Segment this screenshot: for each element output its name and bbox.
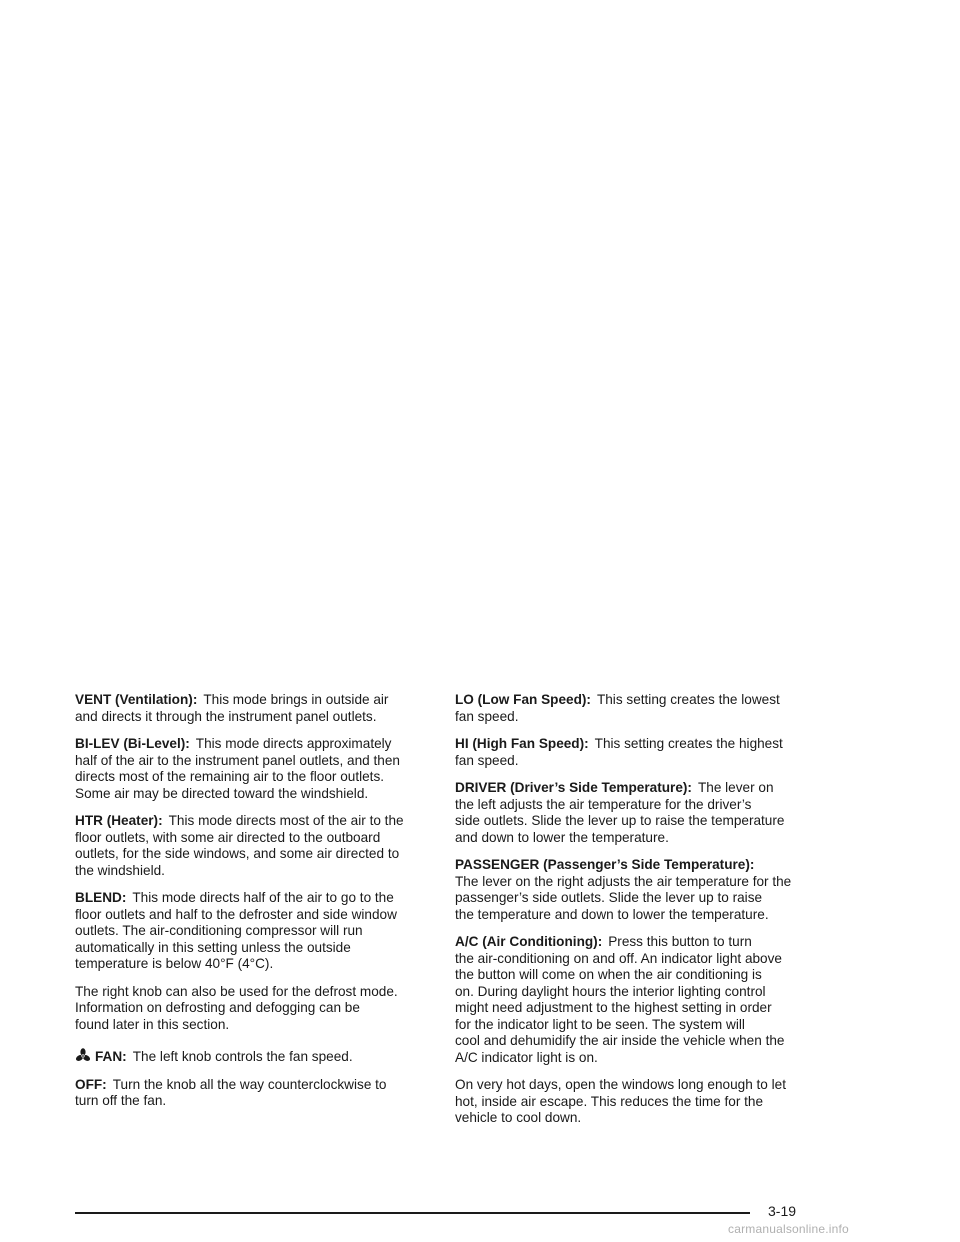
term-label: PASSENGER (Passenger’s Side Temperature): — [455, 857, 755, 872]
paragraph-text: Press this button to turn the air-conditioning on and off. An indicator light above the button will come on when the air conditioning is on. During daylight hours the interior lighting control might need adjustment to the highest setting in order for the indicator light to be seen. The system will cool and dehumidify the air inside the vehicle when the A/C indicator light is on. — [455, 934, 785, 1065]
paragraph-text: The lever on the right adjusts the air temperature for the passenger’s side outlets. Slide the lever up to raise the temperature and down to lower the temperature. — [455, 873, 792, 922]
paragraph-text: This mode brings in outside air and directs it through the instrument panel outlets. — [75, 692, 389, 724]
paragraph-defrost-note — [75, 984, 435, 1034]
paragraph-text: The left knob controls the fan speed. — [132, 1049, 353, 1064]
paragraph-hi — [455, 736, 815, 769]
footer-rule — [75, 1212, 750, 1214]
term-label: BLEND: — [75, 890, 127, 905]
term-label: FAN: — [95, 1049, 127, 1064]
page-number: 3-19 — [768, 1203, 797, 1219]
paragraph-bi-lev — [75, 736, 435, 802]
paragraph-htr — [75, 813, 435, 879]
paragraph-text: This setting creates the highest fan speed. — [455, 736, 783, 768]
paragraph-fan — [75, 1048, 435, 1066]
paragraph-text: The lever on the left adjusts the air temperature for the driver’s side outlets. Slide the lever up to raise the temperature and down to lower the temperature. — [455, 780, 785, 845]
term-label: DRIVER (Driver’s Side Temperature): — [455, 780, 692, 795]
paragraph-text: This mode directs approximately half of the air to the instrument panel outlets, and then directs most of the remaining air to the floor outlets. Some air may be directed toward the windshield. — [75, 736, 400, 801]
term-label: HTR (Heater): — [75, 813, 163, 828]
right-column — [455, 692, 815, 1138]
paragraph-text: The right knob can also be used for the defrost mode. Information on defrosting and defogging can be found later in this section. — [75, 983, 398, 1032]
paragraph-off — [75, 1077, 435, 1110]
watermark: carmanualsonline.info — [728, 1222, 849, 1236]
term-label: A/C (Air Conditioning): — [455, 934, 603, 949]
paragraph-passenger — [455, 857, 815, 923]
term-label: VENT (Ventilation): — [75, 692, 198, 707]
paragraph-vent — [75, 692, 435, 725]
term-label: HI (High Fan Speed): — [455, 736, 589, 751]
left-column — [75, 692, 435, 1121]
paragraph-text: This mode directs half of the air to go to the floor outlets and half to the defroster and side window outlets. The air-conditioning compressor will run automatically in this setting unless the outside temperature is below 40°F (4°C). — [75, 890, 397, 971]
term-label: LO (Low Fan Speed): — [455, 692, 591, 707]
paragraph-text: On very hot days, open the windows long enough to let hot, inside air escape. This reduces the time for the vehicle to cool down. — [455, 1077, 786, 1125]
paragraph-blend — [75, 890, 435, 973]
term-label: OFF: — [75, 1076, 107, 1092]
paragraph-ac — [455, 934, 815, 1066]
paragraph-text: Turn the knob all the way counterclockwise to turn off the fan. — [75, 1076, 387, 1108]
paragraph-lo — [455, 692, 815, 725]
paragraph-text: This mode directs most of the air to the floor outlets, with some air directed to the outboard outlets, for the side windows, and some air directed to the windshield. — [75, 813, 404, 878]
fan-icon — [75, 1048, 91, 1064]
paragraph-text: This setting creates the lowest fan speed. — [455, 692, 780, 724]
paragraph-hot-days — [455, 1077, 815, 1127]
paragraph-driver — [455, 780, 815, 846]
term-label: BI-LEV (Bi-Level): — [75, 736, 190, 751]
